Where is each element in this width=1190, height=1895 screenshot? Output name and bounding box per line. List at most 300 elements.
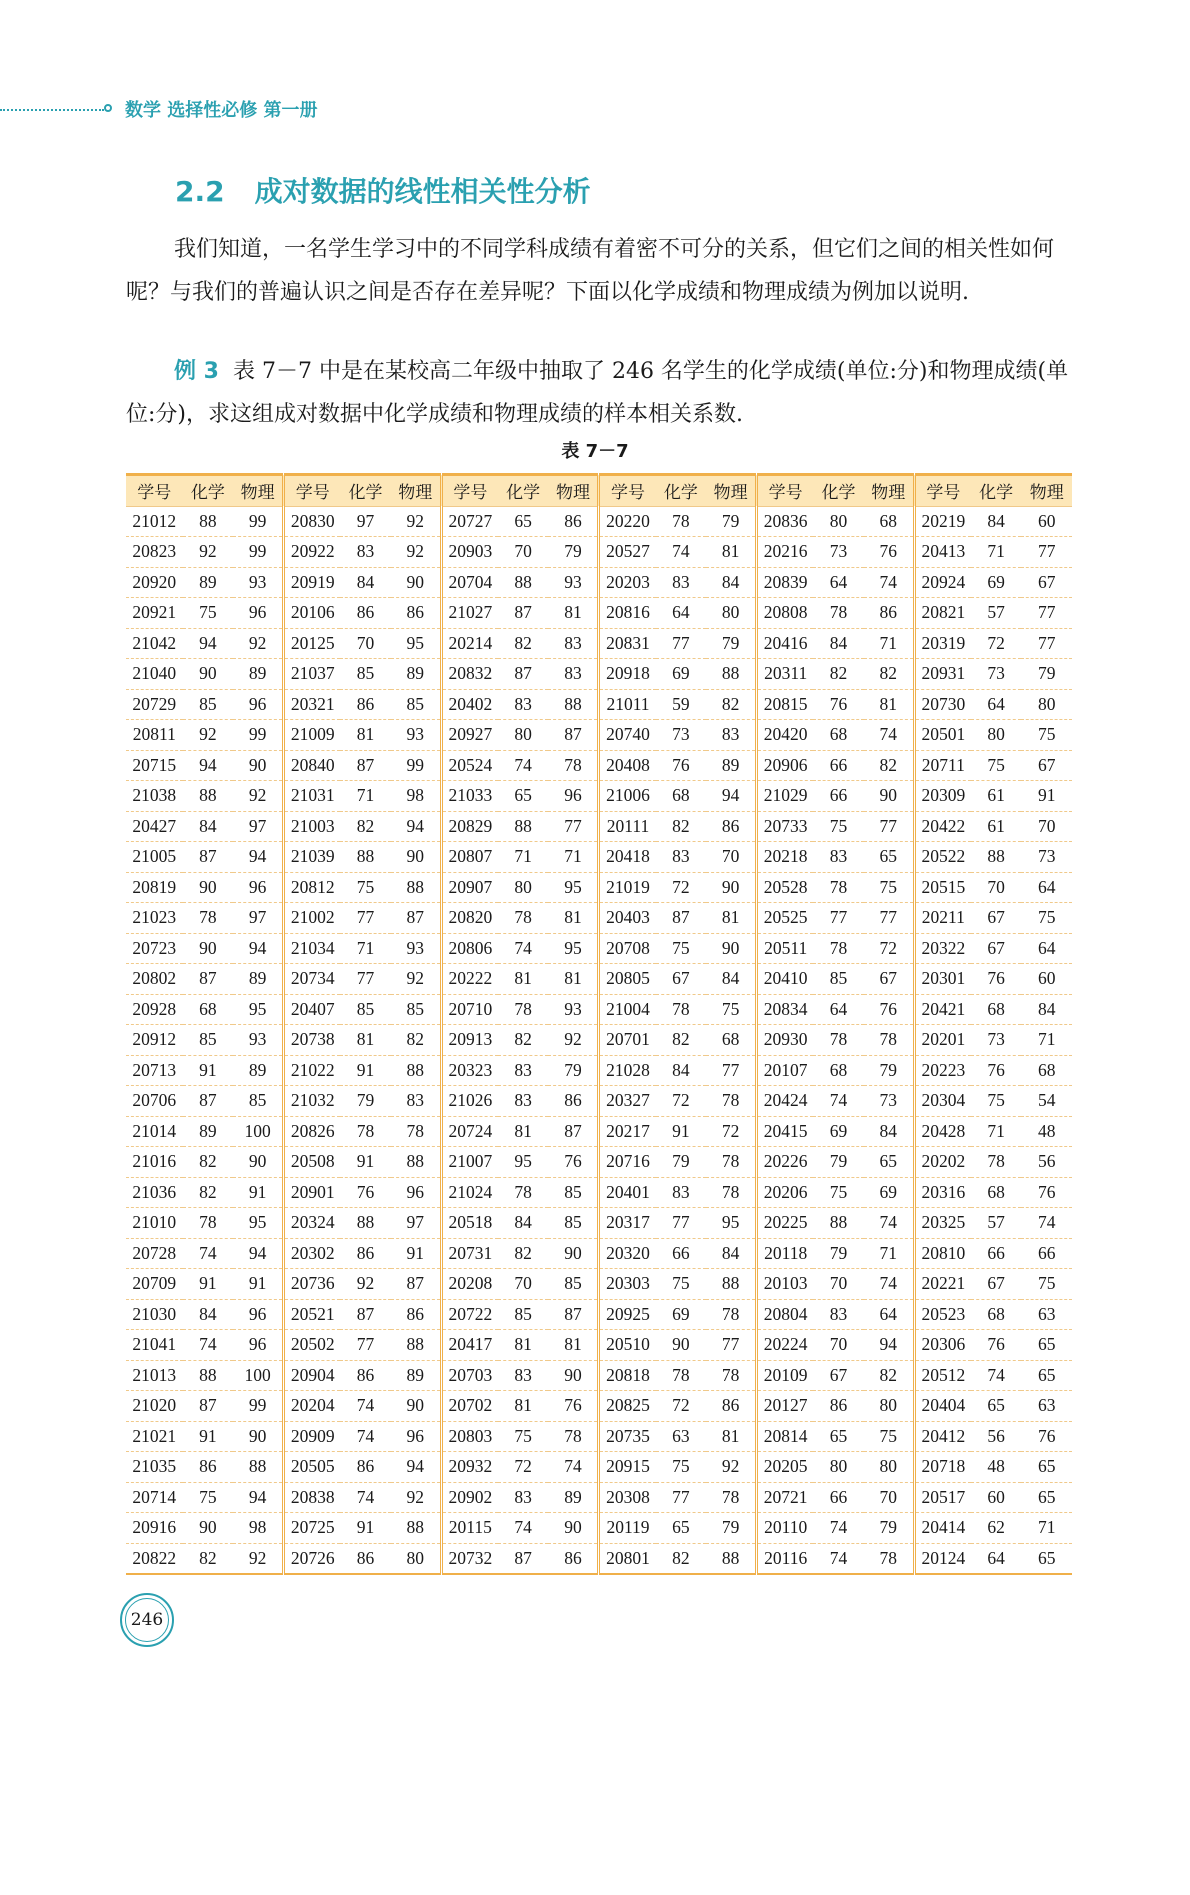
physics-score-cell: 74 (1021, 1208, 1072, 1239)
student-id-cell: 20730 (914, 689, 971, 720)
physics-score-cell: 93 (391, 933, 442, 964)
student-id-cell: 20731 (441, 1238, 498, 1269)
physics-score-cell: 65 (1021, 1360, 1072, 1391)
student-id-cell: 20220 (599, 506, 656, 537)
chemistry-score-cell: 71 (340, 933, 391, 964)
student-id-cell: 21027 (441, 598, 498, 629)
student-id-cell: 20309 (914, 781, 971, 812)
column-header: 物理 (233, 475, 284, 507)
student-id-cell: 20109 (757, 1360, 814, 1391)
chemistry-score-cell: 88 (183, 1360, 234, 1391)
physics-score-cell: 65 (864, 842, 915, 873)
chemistry-score-cell: 82 (498, 1025, 549, 1056)
physics-score-cell: 90 (233, 1421, 284, 1452)
chemistry-score-cell: 75 (813, 811, 864, 842)
chemistry-score-cell: 77 (813, 903, 864, 934)
chemistry-score-cell: 86 (183, 1452, 234, 1483)
student-id-cell: 20205 (757, 1452, 814, 1483)
physics-score-cell: 48 (1021, 1116, 1072, 1147)
chemistry-score-cell: 86 (340, 1452, 391, 1483)
student-id-cell: 20211 (914, 903, 971, 934)
chemistry-score-cell: 77 (656, 1208, 707, 1239)
physics-score-cell: 93 (548, 994, 599, 1025)
physics-score-cell: 94 (233, 1482, 284, 1513)
student-id-cell: 20116 (757, 1543, 814, 1574)
physics-score-cell: 82 (864, 750, 915, 781)
physics-score-cell: 70 (864, 1482, 915, 1513)
chemistry-score-cell: 66 (971, 1238, 1022, 1269)
physics-score-cell: 90 (233, 750, 284, 781)
student-id-cell: 21010 (126, 1208, 183, 1239)
student-id-cell: 20224 (757, 1330, 814, 1361)
physics-score-cell: 70 (706, 842, 757, 873)
student-id-cell: 20810 (914, 1238, 971, 1269)
student-id-cell: 21021 (126, 1421, 183, 1452)
physics-score-cell: 77 (1021, 537, 1072, 568)
chemistry-score-cell: 91 (340, 1055, 391, 1086)
chemistry-score-cell: 81 (498, 1391, 549, 1422)
table-row (126, 1177, 1072, 1208)
chemistry-score-cell: 86 (340, 1543, 391, 1574)
chemistry-score-cell: 70 (498, 537, 549, 568)
student-id-cell: 20903 (441, 537, 498, 568)
student-id-cell: 20806 (441, 933, 498, 964)
column-header: 化学 (340, 475, 391, 507)
student-id-cell: 20925 (599, 1299, 656, 1330)
student-id-cell: 20216 (757, 537, 814, 568)
table-row (126, 1086, 1072, 1117)
physics-score-cell: 100 (233, 1116, 284, 1147)
student-id-cell: 20808 (757, 598, 814, 629)
chemistry-score-cell: 83 (498, 1055, 549, 1086)
physics-score-cell: 85 (548, 1177, 599, 1208)
table-row (126, 1299, 1072, 1330)
column-header: 化学 (813, 475, 864, 507)
student-id-cell: 20906 (757, 750, 814, 781)
physics-score-cell: 72 (706, 1116, 757, 1147)
student-id-cell: 20414 (914, 1513, 971, 1544)
physics-score-cell: 76 (1021, 1421, 1072, 1452)
student-id-cell: 20225 (757, 1208, 814, 1239)
student-id-cell: 20127 (757, 1391, 814, 1422)
physics-score-cell: 77 (706, 1330, 757, 1361)
physics-score-cell: 56 (1021, 1147, 1072, 1178)
chemistry-score-cell: 68 (971, 994, 1022, 1025)
chemistry-score-cell: 87 (656, 903, 707, 934)
student-id-cell: 20916 (126, 1513, 183, 1544)
student-id-cell: 20201 (914, 1025, 971, 1056)
physics-score-cell: 65 (1021, 1452, 1072, 1483)
physics-score-cell: 77 (1021, 598, 1072, 629)
student-id-cell: 21029 (757, 781, 814, 812)
physics-score-cell: 89 (233, 659, 284, 690)
physics-score-cell: 78 (548, 1421, 599, 1452)
chemistry-score-cell: 87 (183, 1086, 234, 1117)
physics-score-cell: 74 (864, 1269, 915, 1300)
chemistry-score-cell: 88 (498, 811, 549, 842)
student-id-cell: 20804 (757, 1299, 814, 1330)
student-id-cell: 20735 (599, 1421, 656, 1452)
student-id-cell: 20217 (599, 1116, 656, 1147)
table-row (126, 720, 1072, 751)
physics-score-cell: 90 (548, 1360, 599, 1391)
student-id-cell: 21019 (599, 872, 656, 903)
student-id-cell: 21009 (284, 720, 341, 751)
physics-score-cell: 79 (548, 1055, 599, 1086)
physics-score-cell: 79 (864, 1055, 915, 1086)
chemistry-score-cell: 90 (183, 933, 234, 964)
physics-score-cell: 88 (706, 1543, 757, 1574)
student-id-cell: 20922 (284, 537, 341, 568)
chemistry-score-cell: 97 (340, 506, 391, 537)
student-id-cell: 20320 (599, 1238, 656, 1269)
student-id-cell: 20304 (914, 1086, 971, 1117)
student-id-cell: 20702 (441, 1391, 498, 1422)
physics-score-cell: 80 (391, 1543, 442, 1574)
chemistry-score-cell: 79 (340, 1086, 391, 1117)
table-row (126, 1116, 1072, 1147)
student-id-cell: 20511 (757, 933, 814, 964)
physics-score-cell: 81 (548, 964, 599, 995)
student-id-cell: 20404 (914, 1391, 971, 1422)
chemistry-score-cell: 65 (498, 781, 549, 812)
column-header: 物理 (391, 475, 442, 507)
physics-score-cell: 90 (706, 872, 757, 903)
table-row (126, 1391, 1072, 1422)
student-id-cell: 20521 (284, 1299, 341, 1330)
student-id-cell: 20301 (914, 964, 971, 995)
chemistry-score-cell: 73 (971, 659, 1022, 690)
chemistry-score-cell: 82 (183, 1543, 234, 1574)
physics-score-cell: 77 (864, 811, 915, 842)
chemistry-score-cell: 90 (183, 1513, 234, 1544)
physics-score-cell: 82 (706, 689, 757, 720)
physics-score-cell: 81 (548, 903, 599, 934)
physics-score-cell: 94 (391, 811, 442, 842)
chemistry-score-cell: 64 (656, 598, 707, 629)
student-id-cell: 20223 (914, 1055, 971, 1086)
chemistry-score-cell: 88 (498, 567, 549, 598)
student-id-cell: 20722 (441, 1299, 498, 1330)
student-id-cell: 20840 (284, 750, 341, 781)
chemistry-score-cell: 71 (498, 842, 549, 873)
student-id-cell: 20740 (599, 720, 656, 751)
student-id-cell: 20729 (126, 689, 183, 720)
table-caption: 表 7－7 (561, 441, 629, 462)
chemistry-score-cell: 74 (656, 537, 707, 568)
chemistry-score-cell: 70 (498, 1269, 549, 1300)
student-id-cell: 20408 (599, 750, 656, 781)
physics-score-cell: 74 (864, 1208, 915, 1239)
student-id-cell: 20421 (914, 994, 971, 1025)
chemistry-score-cell: 89 (183, 567, 234, 598)
physics-score-cell: 77 (864, 903, 915, 934)
column-header: 学号 (126, 475, 183, 507)
section-heading (175, 170, 591, 210)
physics-score-cell: 94 (864, 1330, 915, 1361)
physics-score-cell: 89 (706, 750, 757, 781)
physics-score-cell: 68 (706, 1025, 757, 1056)
table-row (126, 1055, 1072, 1086)
table-row (126, 598, 1072, 629)
physics-score-cell: 74 (864, 720, 915, 751)
student-id-cell: 20422 (914, 811, 971, 842)
physics-score-cell: 96 (233, 598, 284, 629)
table-row (126, 781, 1072, 812)
chemistry-score-cell: 87 (183, 842, 234, 873)
student-id-cell: 20724 (441, 1116, 498, 1147)
chemistry-score-cell: 70 (813, 1330, 864, 1361)
chemistry-score-cell: 89 (183, 1116, 234, 1147)
student-id-cell: 20410 (757, 964, 814, 995)
chemistry-score-cell: 73 (971, 1025, 1022, 1056)
chemistry-score-cell: 82 (656, 1025, 707, 1056)
chemistry-score-cell: 75 (656, 933, 707, 964)
student-id-cell: 21023 (126, 903, 183, 934)
chemistry-score-cell: 87 (498, 598, 549, 629)
column-header: 学号 (914, 475, 971, 507)
intro-paragraph: 我们知道，一名学生学习中的不同学科成绩有着密不可分的关系，但它们之间的相关性如何呢？与我们的普遍认识之间是否存在差异呢？下面以化学成绩和物理成绩为例加以说明. (126, 237, 1055, 305)
student-id-cell: 20306 (914, 1330, 971, 1361)
chemistry-score-cell: 88 (340, 842, 391, 873)
physics-score-cell: 74 (548, 1452, 599, 1483)
student-id-cell: 20834 (757, 994, 814, 1025)
physics-score-cell: 82 (391, 1025, 442, 1056)
physics-score-cell: 84 (706, 1238, 757, 1269)
student-id-cell: 20510 (599, 1330, 656, 1361)
chemistry-score-cell: 63 (656, 1421, 707, 1452)
physics-score-cell: 87 (391, 1269, 442, 1300)
student-id-cell: 20803 (441, 1421, 498, 1452)
student-id-cell: 20106 (284, 598, 341, 629)
physics-score-cell: 99 (391, 750, 442, 781)
chemistry-score-cell: 84 (813, 628, 864, 659)
physics-score-cell: 79 (864, 1513, 915, 1544)
physics-score-cell: 89 (391, 1360, 442, 1391)
physics-score-cell: 79 (706, 1513, 757, 1544)
running-head (0, 96, 400, 124)
physics-score-cell: 60 (1021, 964, 1072, 995)
chemistry-score-cell: 66 (813, 750, 864, 781)
student-id-cell: 20505 (284, 1452, 341, 1483)
physics-score-cell: 77 (548, 811, 599, 842)
physics-score-cell: 78 (548, 750, 599, 781)
physics-score-cell: 74 (864, 567, 915, 598)
chemistry-score-cell: 78 (656, 994, 707, 1025)
chemistry-score-cell: 88 (183, 506, 234, 537)
chemistry-score-cell: 74 (340, 1391, 391, 1422)
table-row (126, 1360, 1072, 1391)
table-row (126, 689, 1072, 720)
physics-score-cell: 78 (864, 1543, 915, 1574)
physics-score-cell: 96 (233, 689, 284, 720)
physics-score-cell: 88 (548, 689, 599, 720)
student-id-cell: 20912 (126, 1025, 183, 1056)
table-row (126, 903, 1072, 934)
physics-score-cell: 76 (864, 537, 915, 568)
chemistry-score-cell: 65 (971, 1391, 1022, 1422)
physics-score-cell: 79 (706, 506, 757, 537)
chemistry-score-cell: 87 (498, 1543, 549, 1574)
physics-score-cell: 89 (391, 659, 442, 690)
chemistry-score-cell: 84 (183, 811, 234, 842)
chemistry-score-cell: 69 (656, 659, 707, 690)
physics-score-cell: 75 (1021, 903, 1072, 934)
physics-score-cell: 95 (548, 872, 599, 903)
chemistry-score-cell: 64 (971, 1543, 1022, 1574)
physics-score-cell: 65 (1021, 1543, 1072, 1574)
physics-score-cell: 90 (706, 933, 757, 964)
chemistry-score-cell: 82 (498, 628, 549, 659)
chemistry-score-cell: 75 (971, 750, 1022, 781)
student-id-cell: 20428 (914, 1116, 971, 1147)
physics-score-cell: 92 (233, 1543, 284, 1574)
physics-score-cell: 97 (233, 903, 284, 934)
table-row (126, 1208, 1072, 1239)
student-id-cell: 20704 (441, 567, 498, 598)
physics-score-cell: 81 (548, 1330, 599, 1361)
chemistry-score-cell: 65 (813, 1421, 864, 1452)
physics-score-cell: 88 (391, 1513, 442, 1544)
chemistry-score-cell: 83 (498, 1482, 549, 1513)
chemistry-score-cell: 83 (498, 1086, 549, 1117)
chemistry-score-cell: 78 (498, 903, 549, 934)
student-id-cell: 20801 (599, 1543, 656, 1574)
student-id-cell: 20221 (914, 1269, 971, 1300)
student-id-cell: 20830 (284, 506, 341, 537)
physics-score-cell: 79 (1021, 659, 1072, 690)
physics-score-cell: 84 (706, 567, 757, 598)
student-id-cell: 20403 (599, 903, 656, 934)
column-header: 物理 (864, 475, 915, 507)
student-id-cell: 21036 (126, 1177, 183, 1208)
chemistry-score-cell: 84 (498, 1208, 549, 1239)
student-id-cell: 20710 (441, 994, 498, 1025)
student-id-cell: 21024 (441, 1177, 498, 1208)
student-id-cell: 21003 (284, 811, 341, 842)
physics-score-cell: 86 (864, 598, 915, 629)
chemistry-score-cell: 81 (498, 964, 549, 995)
chemistry-score-cell: 82 (656, 1543, 707, 1574)
column-header: 物理 (1021, 475, 1072, 507)
physics-score-cell: 88 (233, 1452, 284, 1483)
table-row (126, 1147, 1072, 1178)
section-title: 成对数据的线性相关性分析 (254, 175, 591, 208)
chemistry-score-cell: 84 (656, 1055, 707, 1086)
student-id-cell: 21031 (284, 781, 341, 812)
table-row (126, 1513, 1072, 1544)
physics-score-cell: 76 (548, 1391, 599, 1422)
physics-score-cell: 78 (706, 1482, 757, 1513)
physics-score-cell: 87 (548, 1116, 599, 1147)
student-id-cell: 20821 (914, 598, 971, 629)
chemistry-score-cell: 69 (656, 1299, 707, 1330)
student-id-cell: 20725 (284, 1513, 341, 1544)
student-id-cell: 20323 (441, 1055, 498, 1086)
chemistry-score-cell: 64 (813, 567, 864, 598)
physics-score-cell: 97 (391, 1208, 442, 1239)
column-header: 化学 (498, 475, 549, 507)
chemistry-score-cell: 74 (183, 1238, 234, 1269)
chemistry-score-cell: 86 (813, 1391, 864, 1422)
chemistry-score-cell: 71 (971, 537, 1022, 568)
student-id-cell: 20701 (599, 1025, 656, 1056)
chemistry-score-cell: 78 (183, 1208, 234, 1239)
student-id-cell: 20836 (757, 506, 814, 537)
student-id-cell: 20924 (914, 567, 971, 598)
physics-score-cell: 96 (391, 1177, 442, 1208)
physics-score-cell: 96 (391, 1421, 442, 1452)
physics-score-cell: 95 (391, 628, 442, 659)
student-id-cell: 20308 (599, 1482, 656, 1513)
student-id-cell: 20319 (914, 628, 971, 659)
page-number-badge (120, 1593, 174, 1647)
physics-score-cell: 64 (864, 1299, 915, 1330)
student-id-cell: 20932 (441, 1452, 498, 1483)
chemistry-score-cell: 59 (656, 689, 707, 720)
physics-score-cell: 94 (233, 933, 284, 964)
chemistry-score-cell: 88 (340, 1208, 391, 1239)
physics-score-cell: 73 (1021, 842, 1072, 873)
chemistry-score-cell: 83 (656, 842, 707, 873)
chemistry-score-cell: 68 (971, 1299, 1022, 1330)
student-id-cell: 20928 (126, 994, 183, 1025)
physics-score-cell: 92 (391, 1482, 442, 1513)
physics-score-cell: 95 (706, 1208, 757, 1239)
student-id-cell: 21035 (126, 1452, 183, 1483)
physics-score-cell: 60 (1021, 506, 1072, 537)
physics-score-cell: 86 (391, 1299, 442, 1330)
student-id-cell: 20708 (599, 933, 656, 964)
chemistry-score-cell: 86 (340, 1238, 391, 1269)
student-id-cell: 21020 (126, 1391, 183, 1422)
chemistry-score-cell: 90 (183, 659, 234, 690)
physics-score-cell: 81 (864, 689, 915, 720)
chemistry-score-cell: 92 (183, 720, 234, 751)
physics-score-cell: 63 (1021, 1391, 1072, 1422)
physics-score-cell: 84 (1021, 994, 1072, 1025)
physics-score-cell: 94 (233, 842, 284, 873)
physics-score-cell: 93 (233, 1025, 284, 1056)
student-id-cell: 20525 (757, 903, 814, 934)
student-id-cell: 20921 (126, 598, 183, 629)
chemistry-score-cell: 57 (971, 1208, 1022, 1239)
column-header: 化学 (656, 475, 707, 507)
student-id-cell: 20727 (441, 506, 498, 537)
student-id-cell: 20920 (126, 567, 183, 598)
chemistry-score-cell: 90 (656, 1330, 707, 1361)
student-id-cell: 20822 (126, 1543, 183, 1574)
physics-score-cell: 90 (548, 1513, 599, 1544)
physics-score-cell: 65 (1021, 1330, 1072, 1361)
physics-score-cell: 65 (1021, 1482, 1072, 1513)
student-id-cell: 20325 (914, 1208, 971, 1239)
student-id-cell: 20208 (441, 1269, 498, 1300)
chemistry-score-cell: 81 (340, 720, 391, 751)
chemistry-score-cell: 65 (656, 1513, 707, 1544)
table-body (126, 506, 1072, 1574)
student-id-cell: 21038 (126, 781, 183, 812)
student-id-cell: 20523 (914, 1299, 971, 1330)
chemistry-score-cell: 78 (498, 994, 549, 1025)
chemistry-score-cell: 83 (656, 1177, 707, 1208)
chemistry-score-cell: 82 (813, 659, 864, 690)
student-id-cell: 20736 (284, 1269, 341, 1300)
student-id-cell: 21033 (441, 781, 498, 812)
physics-score-cell: 86 (548, 1086, 599, 1117)
chemistry-score-cell: 84 (971, 506, 1022, 537)
table-header-row (126, 475, 1072, 507)
